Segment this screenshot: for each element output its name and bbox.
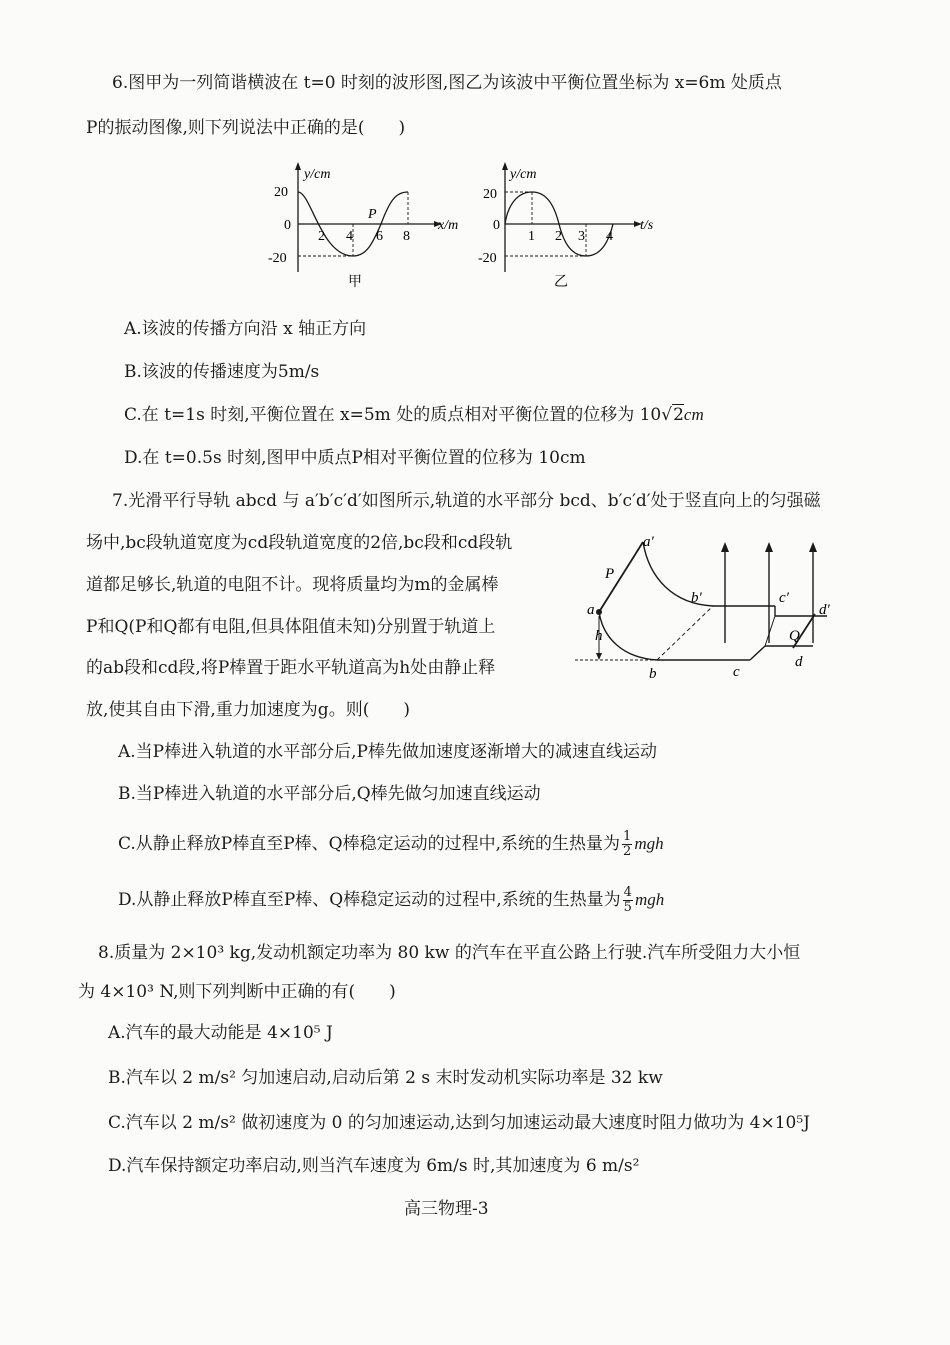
yi-y-top: 20 [483,187,497,202]
q6-option-c-text: C.在 t=1s 时刻,平衡位置在 x=5m 处的质点相对平衡位置的位移为 10 [124,405,662,425]
jia-x-label: x/m [438,218,459,233]
yi-y-label: y/cm [510,167,537,182]
q6-option-d: D.在 t=0.5s 时刻,图甲中质点P相对平衡位置的位移为 10cm [124,448,586,468]
q8-option-d: D.汽车保持额定功率启动,则当汽车速度为 6m/s 时,其加速度为 6 m/s² [108,1156,640,1176]
q8-option-a: A.汽车的最大动能是 4×10⁵ J [108,1023,333,1043]
label-p: P [605,566,615,582]
q8-option-c: C.汽车以 2 m/s² 做初速度为 0 的匀加速运动,达到匀加速运动最大速度时阻力做功为 4×10⁵J [108,1113,810,1133]
q7-option-b: B.当P棒进入轨道的水平部分后,Q棒先做匀加速直线运动 [118,784,541,804]
q6-option-a: A.该波的传播方向沿 x 轴正方向 [124,319,367,339]
q7-line1: 7.光滑平行导轨 abcd 与 a′b′c′d′如图所示,轨道的水平部分 bcd、b′c′d′处于竖直向上的匀强磁 [112,491,821,511]
q8-option-b: B.汽车以 2 m/s² 匀加速启动,启动后第 2 s 末时发动机实际功率是 32 kw [108,1068,663,1088]
q7-line5: 的ab段和cd段,将P棒置于距水平轨道高为h处由静止释 [86,658,496,678]
rail-bb-dashed [657,606,713,660]
q7-option-c-fraction: $\frac{1}{2}$ [623,829,632,859]
q8-line1: 8.质量为 2×10³ kg,发动机额定功率为 80 kw 的汽车在平直公路上行驶.汽车所受阻力大小恒 [98,943,801,963]
q7-option-d [118,886,664,915]
q6-stem-line2: P的振动图像,则下列说法中正确的是( ) [86,118,406,138]
rail-front-curve [599,612,657,660]
q6-figure-jia [266,160,476,295]
yi-y-bottom: -20 [478,251,497,266]
jia-tick-4: 4 [346,229,353,244]
q8-line2: 为 4×10³ N,则下列判断中正确的有( ) [78,982,396,1002]
label-d: d [795,654,803,670]
q7-line6: 放,使其自由下滑,重力加速度为g。则( ) [86,700,410,720]
jia-tick-8: 8 [403,229,410,244]
q7-rail-figure [565,528,855,688]
q6-figure-yi [478,160,668,295]
jia-tick-6: 6 [376,229,383,244]
yi-x-label: t/s [640,218,654,233]
label-h: h [595,628,603,644]
yi-y-zero: 0 [493,218,500,233]
label-b-prime: b′ [691,590,702,606]
q7-option-d-mgh: mgh [634,890,665,909]
jia-y-top: 20 [274,185,288,200]
q7-line2: 场中,bc段轨道宽度为cd段轨道宽度的2倍,bc段和cd段轨 [86,533,513,553]
jia-point-p: P [368,207,377,222]
rail-back-curve [643,542,713,606]
q7-line4: P和Q(P和Q都有电阻,但具体阻值未知)分别置于轨道上 [86,617,496,637]
svg-text:y/cm [302,167,330,182]
label-b: b [649,666,657,682]
label-a: a [587,602,595,618]
jia-y-zero: 0 [284,218,291,233]
label-c: c [733,664,740,680]
q7-option-c-mgh: mgh [634,834,664,853]
jia-y-bottom: -20 [268,251,287,266]
q7-option-d-fraction: $\frac{4}{5}$ [623,885,632,915]
q7-option-c [118,830,664,859]
q6-option-b: B.该波的传播速度为5m/s [124,362,320,382]
q7-option-c-text: C.从静止释放P棒直至P棒、Q棒稳定运动的过程中,系统的生热量为 [118,834,621,854]
jia-y-label: y/cm [304,167,331,182]
yi-tick-4: 4 [606,229,613,244]
q7-option-d-text: D.从静止释放P棒直至P棒、Q棒稳定运动的过程中,系统的生热量为 [118,890,621,910]
yi-tick-3: 3 [578,229,585,244]
jia-caption: 甲 [348,275,362,290]
q6-option-c: C.在 t=1s 时刻,平衡位置在 x=5m 处的质点相对平衡位置的位移为 10√2cm [124,405,704,425]
label-d-prime: d′ [819,602,830,618]
rail-step-link [765,616,775,646]
jia-tick-2: 2 [318,229,325,244]
page-footer: 高三物理-3 [404,1199,489,1219]
yi-tick-2: 2 [555,229,562,244]
q7-line3: 道都足够长,轨道的电阻不计。现将质量均为m的金属棒 [86,575,499,595]
yi-tick-1: 1 [528,229,535,244]
yi-caption: 乙 [554,275,568,290]
q6-option-c-root: 2 [673,405,684,425]
rail-front-step [750,646,765,660]
label-c-prime: c′ [779,590,789,606]
label-q: Q [789,628,800,644]
q6-option-c-unit: cm [683,405,704,424]
q6-stem-line1: 6.图甲为一列简谐横波在 t=0 时刻的波形图,图乙为该波中平衡位置坐标为 x=6m 处质点 [112,73,782,93]
point-a [596,609,602,615]
label-a-prime: a′ [643,534,654,550]
q7-option-a: A.当P棒进入轨道的水平部分后,P棒先做加速度逐渐增大的减速直线运动 [118,742,657,762]
